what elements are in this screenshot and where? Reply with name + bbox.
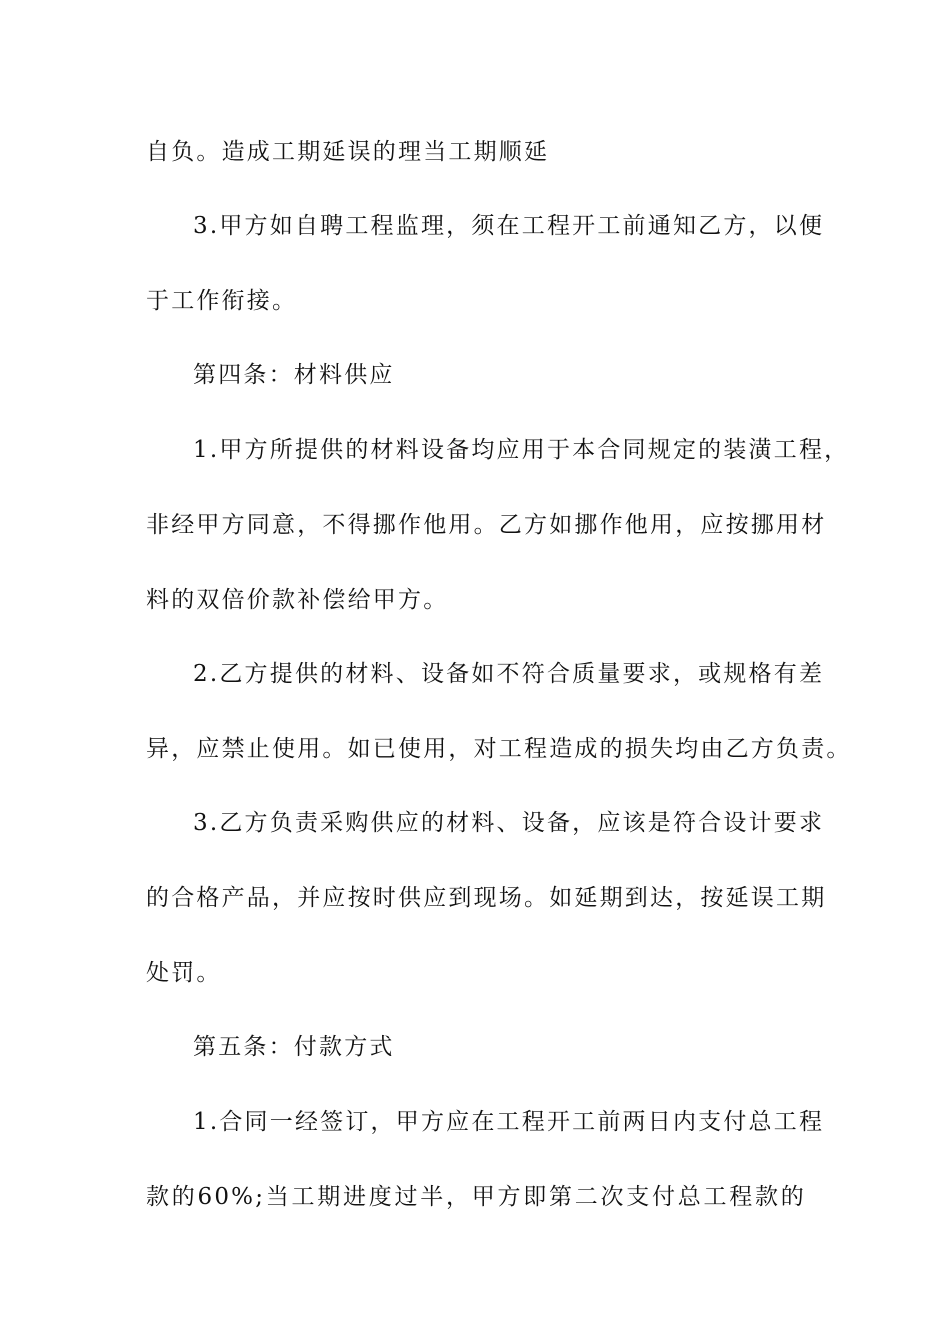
text-line: 3.甲方如自聘工程监理，须在工程开工前通知乙方，以便: [193, 213, 825, 239]
text-line: 的合格产品，并应按时供应到现场。如延期到达，按延误工期: [146, 885, 827, 911]
text-line: 1.合同一经签订，甲方应在工程开工前两日内支付总工程: [193, 1109, 825, 1135]
text-line: 3.乙方负责采购供应的材料、设备，应该是符合设计要求: [193, 810, 825, 836]
text-line: 异，应禁止使用。如已使用，对工程造成的损失均由乙方负责。: [146, 736, 852, 762]
text-line: 料的双倍价款补偿给甲方。: [146, 587, 449, 613]
text-line: 自负。造成工期延误的理当工期顺延: [146, 139, 550, 165]
section-heading: 第四条：材料供应: [193, 362, 395, 388]
text-line: 款的60%;当工期进度过半，甲方即第二次支付总工程款的: [146, 1184, 806, 1210]
text-line: 非经甲方同意，不得挪作他用。乙方如挪作他用，应按挪用材: [146, 512, 827, 538]
section-heading: 第五条：付款方式: [193, 1034, 395, 1060]
text-line: 2.乙方提供的材料、设备如不符合质量要求，或规格有差: [193, 661, 825, 687]
text-line: 处罚。: [146, 960, 222, 986]
text-line: 于工作衔接。: [146, 288, 298, 314]
text-line: 1.甲方所提供的材料设备均应用于本合同规定的装潢工程，: [193, 437, 850, 463]
